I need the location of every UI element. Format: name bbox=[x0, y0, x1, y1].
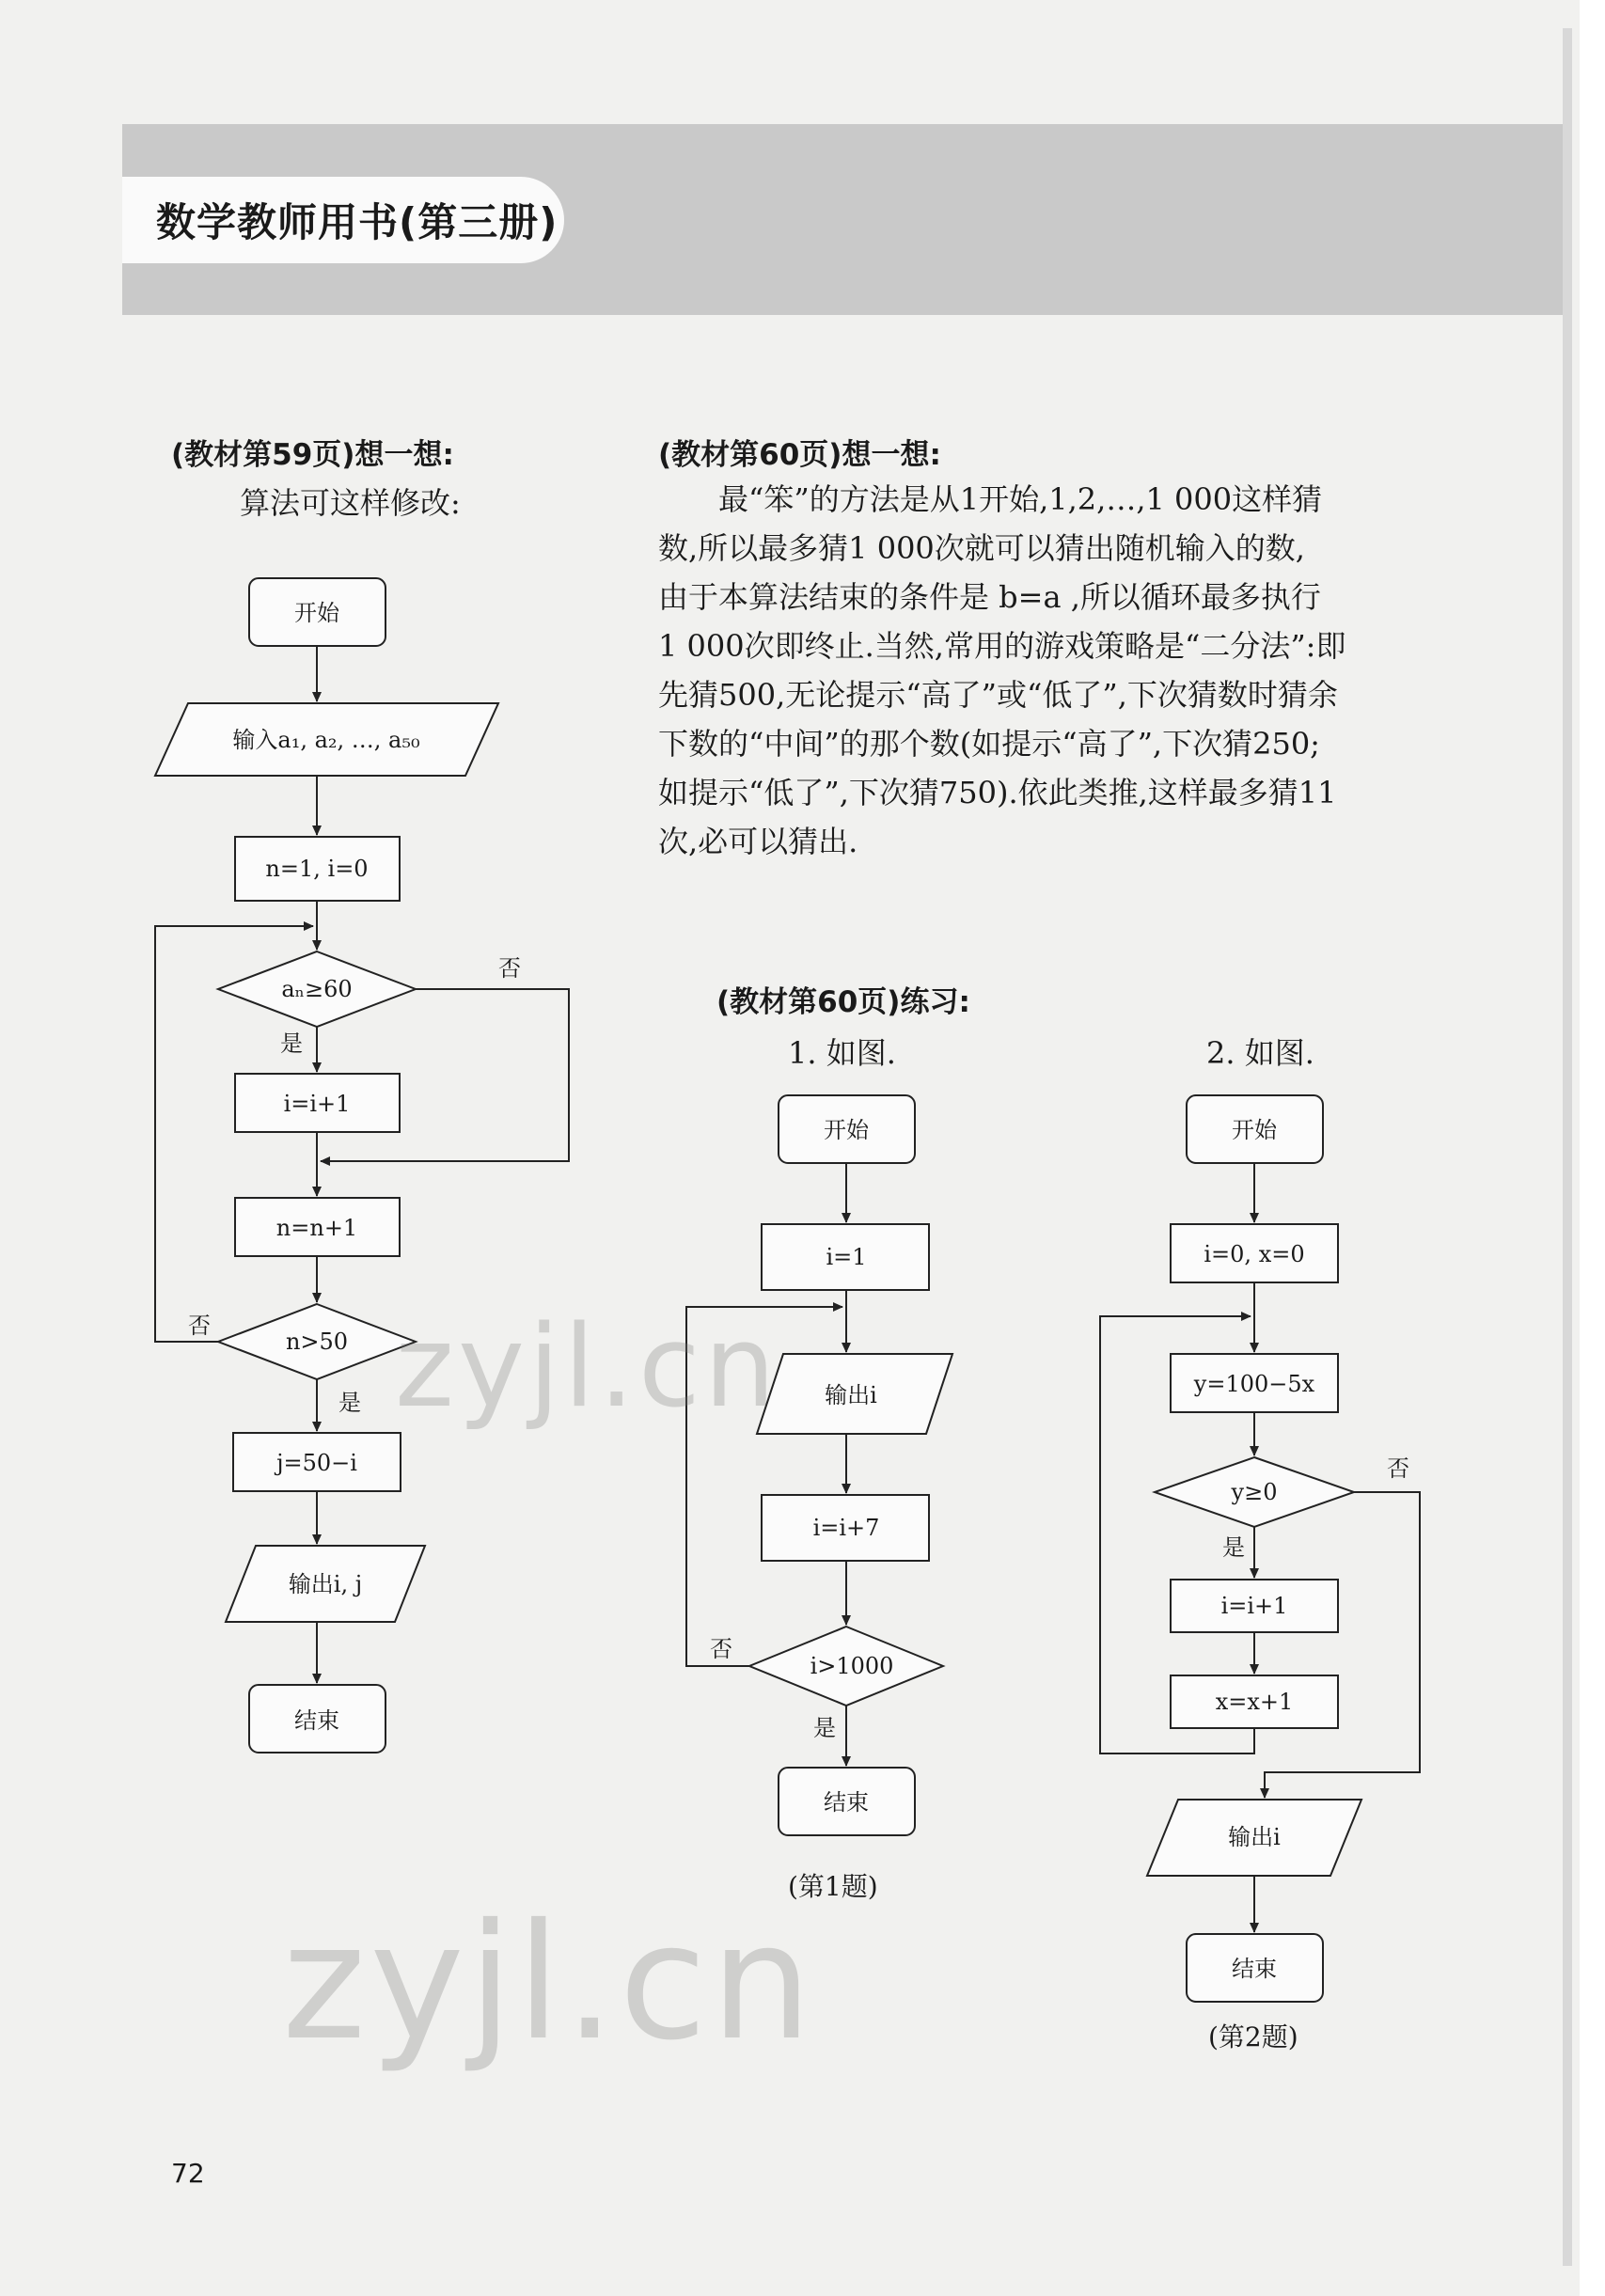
book-title: 数学教师用书(第三册) bbox=[156, 199, 559, 245]
lf-cond1-yes: 是 bbox=[280, 1030, 303, 1057]
q1-cond-yes: 是 bbox=[813, 1715, 836, 1741]
lf-init-text: n=1, i=0 bbox=[265, 856, 369, 882]
q1-output-text: 输出i bbox=[825, 1382, 877, 1408]
q2-inc-x-text: x=x+1 bbox=[1215, 1689, 1294, 1715]
paragraph-line: 最“笨”的方法是从1开始,1,2,…,1 000这样猜 bbox=[718, 481, 1323, 517]
lf-cond2-no: 否 bbox=[188, 1313, 211, 1339]
paragraph-line: 下数的“中间”的那个数(如提示“高了”,下次猜250; bbox=[658, 726, 1320, 762]
q1-caption: (第1题) bbox=[788, 1871, 878, 1902]
q2-cond-text: y≥0 bbox=[1231, 1479, 1278, 1505]
paragraph-line: 1 000次即终止.当然,常用的游戏策略是“二分法”:即 bbox=[658, 628, 1346, 664]
lf-compute-j-text: j=50−i bbox=[276, 1450, 357, 1476]
lf-input-text: 输入a₁, a₂, …, a₅₀ bbox=[232, 727, 420, 753]
left-intro: 算法可这样修改: bbox=[240, 485, 461, 521]
paragraph-line: 由于本算法结束的条件是 b=a ,所以循环最多执行 bbox=[658, 579, 1321, 615]
q2-cond-yes: 是 bbox=[1222, 1534, 1245, 1561]
lf-end-text: 结束 bbox=[294, 1707, 339, 1734]
q2-cond-no: 否 bbox=[1387, 1455, 1409, 1482]
q2-end-text: 结束 bbox=[1232, 1956, 1277, 1982]
paragraph-line: 数,所以最多猜1 000次就可以猜出随机输入的数, bbox=[658, 530, 1305, 566]
paragraph-line: 次,必可以猜出. bbox=[658, 824, 858, 859]
q2-label: 2. 如图. bbox=[1206, 1035, 1314, 1071]
watermark: zyjl.cn bbox=[395, 1302, 779, 1433]
q2-output-text: 输出i bbox=[1228, 1824, 1281, 1850]
q2-no-branch bbox=[1265, 1492, 1420, 1798]
q2-start-text: 开始 bbox=[1232, 1117, 1277, 1143]
q1-start-text: 开始 bbox=[824, 1117, 869, 1143]
right-heading-think: (教材第60页)想一想: bbox=[658, 438, 941, 472]
q2-flowchart bbox=[1100, 1095, 1420, 2002]
q1-cond-text: i>1000 bbox=[810, 1653, 894, 1679]
page-number: 72 bbox=[171, 2158, 205, 2189]
q2-calc-text: y=100−5x bbox=[1193, 1371, 1315, 1397]
lf-start-text: 开始 bbox=[294, 600, 339, 626]
left-flowchart bbox=[155, 578, 569, 1753]
lf-cond1-text: aₙ≥60 bbox=[281, 976, 353, 1002]
left-heading: (教材第59页)想一想: bbox=[171, 438, 454, 472]
q1-label: 1. 如图. bbox=[788, 1035, 896, 1071]
lf-output-text: 输出i, j bbox=[288, 1571, 363, 1597]
paragraph-line: 先猜500,无论提示“高了”或“低了”,下次猜数时猜余 bbox=[658, 677, 1338, 713]
lf-inc-i-text: i=i+1 bbox=[283, 1091, 351, 1117]
watermark: zyjl.cn bbox=[282, 1890, 816, 2076]
q1-init-text: i=1 bbox=[826, 1244, 867, 1270]
paragraph-line: 如提示“低了”,下次猜750).依此类推,这样最多猜11 bbox=[658, 775, 1337, 810]
q1-step-text: i=i+7 bbox=[812, 1515, 880, 1541]
q1-cond-no: 否 bbox=[710, 1636, 732, 1662]
q1-end-text: 结束 bbox=[824, 1789, 869, 1816]
lf-cond2-yes: 是 bbox=[338, 1390, 361, 1416]
q1-flowchart bbox=[686, 1095, 952, 1835]
q2-inc-i-text: i=i+1 bbox=[1220, 1593, 1288, 1619]
right-heading-practice: (教材第60页)练习: bbox=[716, 985, 970, 1019]
q2-caption: (第2题) bbox=[1208, 2021, 1298, 2052]
q2-init-text: i=0, x=0 bbox=[1204, 1241, 1305, 1267]
lf-cond1-no: 否 bbox=[498, 955, 521, 982]
lf-cond2-text: n>50 bbox=[285, 1329, 349, 1355]
lf-inc-n-text: n=n+1 bbox=[275, 1215, 358, 1241]
